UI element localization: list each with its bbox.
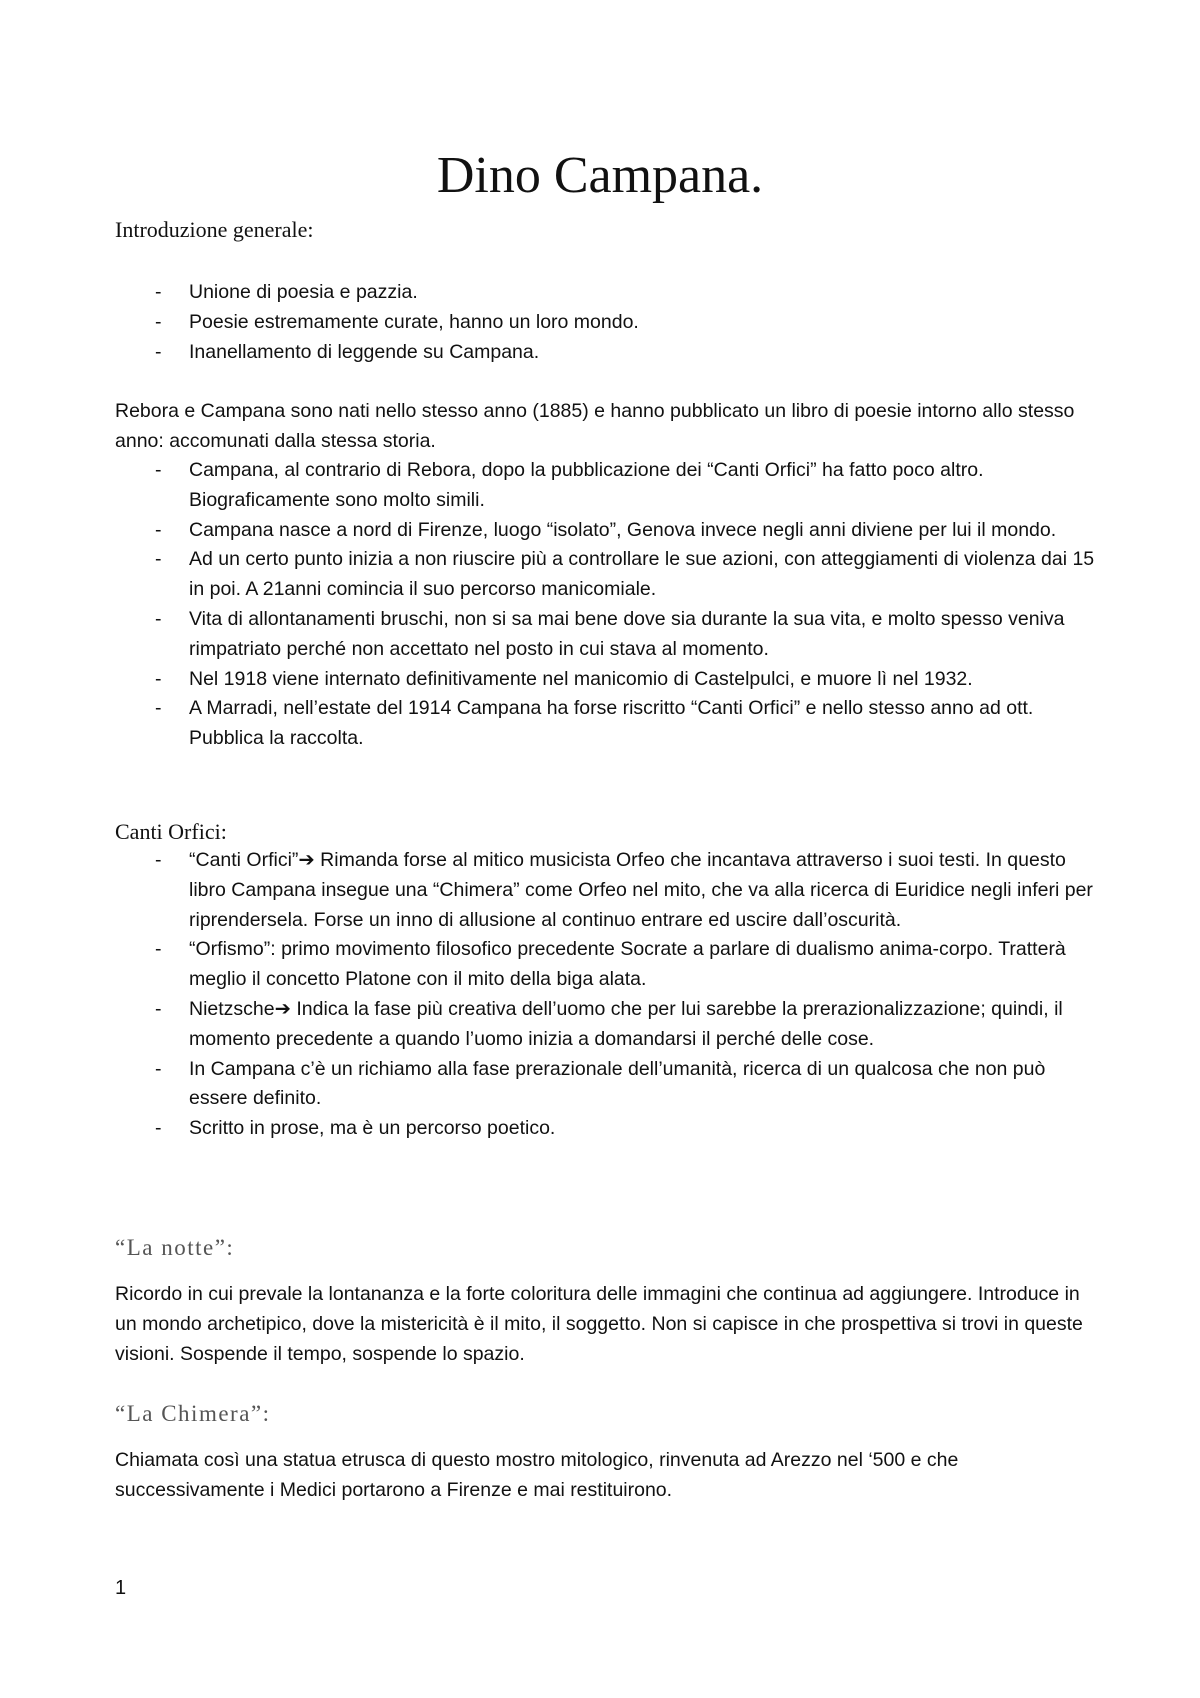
list-item-text: Vita di allontanamenti bruschi, non si sa mai bene dove sia durante la sua vita, e molto spesso veniva rimpatriato perché non accettato nel posto in cui stava al momento. bbox=[189, 607, 1065, 660]
list-item-text: Campana, al contrario di Rebora, dopo la pubblicazione dei “Canti Orfici” ha fatto poco altro. Biograficamente sono molto simili. bbox=[189, 459, 984, 511]
list-item-text: Inanellamento di leggende su Campana. bbox=[189, 340, 540, 363]
bullet-dash: - bbox=[155, 1117, 162, 1140]
list-item-text: Ad un certo punto inizia a non riuscire più a controllare le sue azioni, con atteggiamenti di violenza dai 15 in poi. A 21anni comincia il suo percorso manicomiale. bbox=[189, 548, 1095, 601]
bullet-dash: - bbox=[155, 697, 162, 720]
list-item-text: Nel 1918 viene internato definitivamente nel manicomio di Castelpulci, e muore lì nel 1932. bbox=[189, 667, 973, 690]
list-item bbox=[115, 846, 1100, 935]
page-number: 1 bbox=[115, 1577, 127, 1599]
list-item bbox=[115, 694, 1100, 754]
list-item-text: Nietzsche➔ Indica la fase più creativa dell’uomo che per lui sarebbe la prerazionalizzazione; quindi, il momento precedente a quando l’uomo inizia a domandarsi il perché delle cose. bbox=[189, 997, 1063, 1050]
bullet-dash: - bbox=[155, 310, 162, 333]
list-item bbox=[115, 935, 1100, 995]
list-item bbox=[115, 456, 1100, 516]
bullet-dash: - bbox=[155, 997, 162, 1020]
list-item bbox=[115, 516, 1100, 546]
list-item bbox=[115, 308, 1100, 338]
bullet-dash: - bbox=[155, 548, 162, 571]
bullet-dash: - bbox=[155, 281, 162, 303]
list-item-text: “Canti Orfici”➔ Rimanda forse al mitico musicista Orfeo che incantava attraverso i suoi testi. In questo libro Campana insegue una “Chimera” come Orfeo nel mito, che va alla ricerca di Euridice negli inferi per riprendersela. Forse un inno di allusione al continuo entrare ed uscire dall’oscurità. bbox=[189, 849, 1093, 931]
list-item bbox=[115, 605, 1100, 665]
list-item-text: Campana nasce a nord di Firenze, luogo “isolato”, Genova invece negli anni diviene per lui il mondo. bbox=[189, 518, 1057, 541]
la-notte-paragraph: Ricordo in cui prevale la lontananza e la forte coloritura delle immagini che continua ad aggiungere. Introduce in un mondo archetipico, dove la mistericità è il mito, il soggetto. Non si capisce in che prospettiva si trovi in queste visioni. Sospende il tempo, sospende lo spazio. bbox=[115, 1283, 1083, 1365]
bullet-dash: - bbox=[155, 938, 162, 961]
list-item bbox=[115, 545, 1100, 605]
bullet-dash: - bbox=[155, 340, 162, 363]
list-item-text: In Campana c’è un richiamo alla fase prerazionale dell’umanità, ricerca di un qualcosa che non può essere definito. bbox=[189, 1057, 1046, 1110]
list-item bbox=[115, 995, 1100, 1055]
bullet-dash: - bbox=[155, 518, 162, 541]
list-item bbox=[115, 1114, 1100, 1144]
list-item-text: Poesie estremamente curate, hanno un loro mondo. bbox=[189, 310, 639, 333]
list-item bbox=[115, 338, 1100, 368]
intro-heading: Introduzione generale: bbox=[115, 217, 314, 242]
la-notte-heading: “La notte”: bbox=[115, 1235, 235, 1260]
bullet-dash: - bbox=[155, 607, 162, 630]
list-item bbox=[115, 278, 1100, 308]
la-chimera-paragraph: Chiamata così una statua etrusca di questo mostro mitologico, rinvenuta ad Arezzo nel ‘500 e che successivamente i Medici portarono a Firenze e mai restituirono. bbox=[115, 1449, 959, 1501]
list-item bbox=[115, 665, 1100, 695]
rebora-paragraph: Rebora e Campana sono nati nello stesso anno (1885) e hanno pubblicato un libro di poesie intorno allo stesso anno: accomunati dalla stessa storia. bbox=[115, 400, 1075, 452]
la-chimera-heading: “La Chimera”: bbox=[115, 1401, 271, 1426]
rebora-list bbox=[115, 456, 1100, 754]
intro-list bbox=[115, 278, 1100, 367]
list-item-text: Scritto in prose, ma è un percorso poetico. bbox=[189, 1117, 556, 1140]
bullet-dash: - bbox=[155, 1057, 162, 1080]
canti-orfici-heading: Canti Orfici: bbox=[115, 819, 227, 844]
list-item-text: “Orfismo”: primo movimento filosofico precedente Socrate a parlare di dualismo anima-corpo. Tratterà meglio il concetto Platone con il mito della biga alata. bbox=[189, 938, 1066, 991]
canti-orfici-list bbox=[115, 846, 1100, 1144]
bullet-dash: - bbox=[155, 667, 162, 690]
list-item-text: Unione di poesia e pazzia. bbox=[189, 281, 418, 303]
list-item bbox=[115, 1055, 1100, 1115]
list-item-text: A Marradi, nell’estate del 1914 Campana ha forse riscritto “Canti Orfici” e nello stesso anno ad ott. Pubblica la raccolta. bbox=[189, 697, 1034, 750]
bullet-dash: - bbox=[155, 849, 162, 871]
bullet-dash: - bbox=[155, 459, 162, 481]
page-title: Dino Campana. bbox=[436, 147, 764, 204]
